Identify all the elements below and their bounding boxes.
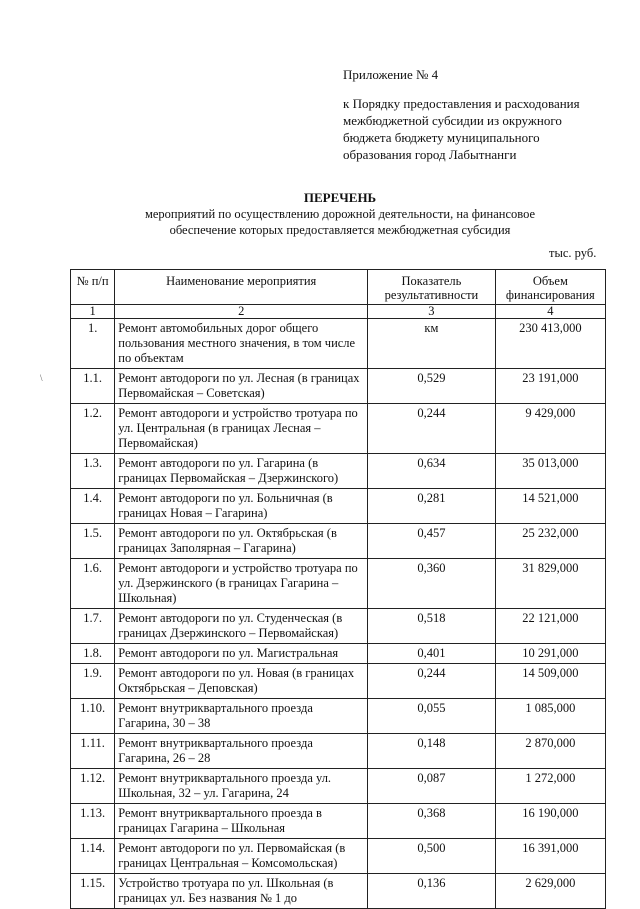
appendix-line: межбюджетной субсидии из окружного <box>343 113 562 128</box>
row-indicator: 0,244 <box>368 404 496 454</box>
scan-mark: \ <box>40 373 43 383</box>
row-number: 1.13. <box>71 804 115 839</box>
row-number: 1. <box>71 319 115 369</box>
row-amount: 2 870,000 <box>495 734 605 769</box>
table-row <box>71 559 606 609</box>
row-name: Ремонт автодороги по ул. Студенческая (в границах Дзержинского – Первомайская) <box>115 609 368 644</box>
row-amount: 23 191,000 <box>495 369 605 404</box>
row-name: Ремонт автодороги по ул. Больничная (в границах Новая – Гагарина) <box>115 489 368 524</box>
table-row <box>71 874 606 909</box>
row-name: Ремонт внутриквартального проезда в границах Гагарина – Школьная <box>115 804 368 839</box>
units-label: тыс. руб. <box>549 246 597 260</box>
row-amount: 9 429,000 <box>495 404 605 454</box>
row-number: 1.8. <box>71 644 115 664</box>
column-number: 2 <box>115 305 368 319</box>
row-amount: 14 521,000 <box>495 489 605 524</box>
row-name: Ремонт внутриквартального проезда Гагарина, 26 – 28 <box>115 734 368 769</box>
column-number: 4 <box>495 305 605 319</box>
row-number: 1.10. <box>71 699 115 734</box>
row-indicator: 0,529 <box>368 369 496 404</box>
row-name: Ремонт автодороги по ул. Первомайская (в границах Центральная – Комсомольская) <box>115 839 368 874</box>
column-number: 1 <box>71 305 115 319</box>
row-name: Ремонт автодороги по ул. Октябрьская (в границах Заполярная – Гагарина) <box>115 524 368 559</box>
row-name: Ремонт автодороги по ул. Гагарина (в границах Первомайская – Дзержинского) <box>115 454 368 489</box>
row-number: 1.5. <box>71 524 115 559</box>
table-row <box>71 839 606 874</box>
row-amount: 2 629,000 <box>495 874 605 909</box>
row-name: Ремонт автодороги по ул. Лесная (в границах Первомайская – Советская) <box>115 369 368 404</box>
row-indicator: 0,401 <box>368 644 496 664</box>
row-indicator: 0,518 <box>368 609 496 644</box>
row-indicator: 0,087 <box>368 769 496 804</box>
document-heading <box>100 190 580 238</box>
measures-table <box>70 269 606 909</box>
row-name: Ремонт автодороги и устройство тротуара по ул. Дзержинского (в границах Гагарина – Школьная) <box>115 559 368 609</box>
row-indicator: 0,148 <box>368 734 496 769</box>
row-amount: 16 391,000 <box>495 839 605 874</box>
row-indicator: 0,457 <box>368 524 496 559</box>
row-indicator: 0,634 <box>368 454 496 489</box>
row-amount: 1 085,000 <box>495 699 605 734</box>
row-number: 1.15. <box>71 874 115 909</box>
row-amount: 31 829,000 <box>495 559 605 609</box>
table-row <box>71 644 606 664</box>
row-indicator: 0,244 <box>368 664 496 699</box>
table-row <box>71 369 606 404</box>
row-indicator: 0,360 <box>368 559 496 609</box>
table-row <box>71 804 606 839</box>
row-amount: 25 232,000 <box>495 524 605 559</box>
row-amount: 14 509,000 <box>495 664 605 699</box>
table-row <box>71 734 606 769</box>
table-row <box>71 699 606 734</box>
heading-title: ПЕРЕЧЕНЬ <box>303 190 377 205</box>
row-indicator: 0,055 <box>368 699 496 734</box>
column-number: 3 <box>368 305 496 319</box>
table-row <box>71 609 606 644</box>
row-number: 1.11. <box>71 734 115 769</box>
heading-line: обеспечение которых предоставляется межбюджетная субсидия <box>169 223 511 237</box>
column-numbers-row <box>71 305 606 319</box>
table-row <box>71 319 606 369</box>
row-amount: 10 291,000 <box>495 644 605 664</box>
appendix-title: Приложение № 4 <box>343 67 439 82</box>
row-number: 1.3. <box>71 454 115 489</box>
row-indicator: 0,500 <box>368 839 496 874</box>
appendix-line: бюджета бюджету муниципального <box>343 130 540 145</box>
row-indicator: 0,368 <box>368 804 496 839</box>
header-name: Наименование мероприятия <box>115 270 368 305</box>
row-indicator: 0,136 <box>368 874 496 909</box>
row-amount: 230 413,000 <box>495 319 605 369</box>
row-name: Ремонт внутриквартального проезда ул. Школьная, 32 – ул. Гагарина, 24 <box>115 769 368 804</box>
row-amount: 22 121,000 <box>495 609 605 644</box>
table-row <box>71 454 606 489</box>
row-number: 1.9. <box>71 664 115 699</box>
row-name: Ремонт внутриквартального проезда Гагарина, 30 – 38 <box>115 699 368 734</box>
table-header-row <box>71 270 606 305</box>
row-name: Ремонт автодороги и устройство тротуара по ул. Центральная (в границах Лесная – Первомайская) <box>115 404 368 454</box>
table-row <box>71 769 606 804</box>
row-amount: 35 013,000 <box>495 454 605 489</box>
row-amount: 1 272,000 <box>495 769 605 804</box>
appendix-line: к Порядку предоставления и расходования <box>343 96 580 111</box>
row-number: 1.4. <box>71 489 115 524</box>
row-number: 1.2. <box>71 404 115 454</box>
row-name: Ремонт автодороги по ул. Новая (в границах Октябрьская – Деповская) <box>115 664 368 699</box>
header-indicator: Показатель результативности <box>368 270 496 305</box>
header-amount: Объем финансирования <box>495 270 605 305</box>
header-num: № п/п <box>71 270 115 305</box>
row-indicator: км <box>368 319 496 369</box>
row-number: 1.1. <box>71 369 115 404</box>
heading-line: мероприятий по осуществлению дорожной деятельности, на финансовое <box>144 207 536 221</box>
appendix-line: образования город Лабытнанги <box>343 147 517 162</box>
row-number: 1.14. <box>71 839 115 874</box>
appendix-block <box>343 66 580 163</box>
row-number: 1.7. <box>71 609 115 644</box>
row-name: Ремонт автомобильных дорог общего пользования местного значения, в том числе по объектам <box>115 319 368 369</box>
row-number: 1.6. <box>71 559 115 609</box>
row-number: 1.12. <box>71 769 115 804</box>
table-row <box>71 489 606 524</box>
row-indicator: 0,281 <box>368 489 496 524</box>
table-row <box>71 664 606 699</box>
row-name: Устройство тротуара по ул. Школьная (в границах ул. Без названия № 1 до <box>115 874 368 909</box>
table-row <box>71 524 606 559</box>
row-name: Ремонт автодороги по ул. Магистральная <box>115 644 368 664</box>
table-row <box>71 404 606 454</box>
row-amount: 16 190,000 <box>495 804 605 839</box>
